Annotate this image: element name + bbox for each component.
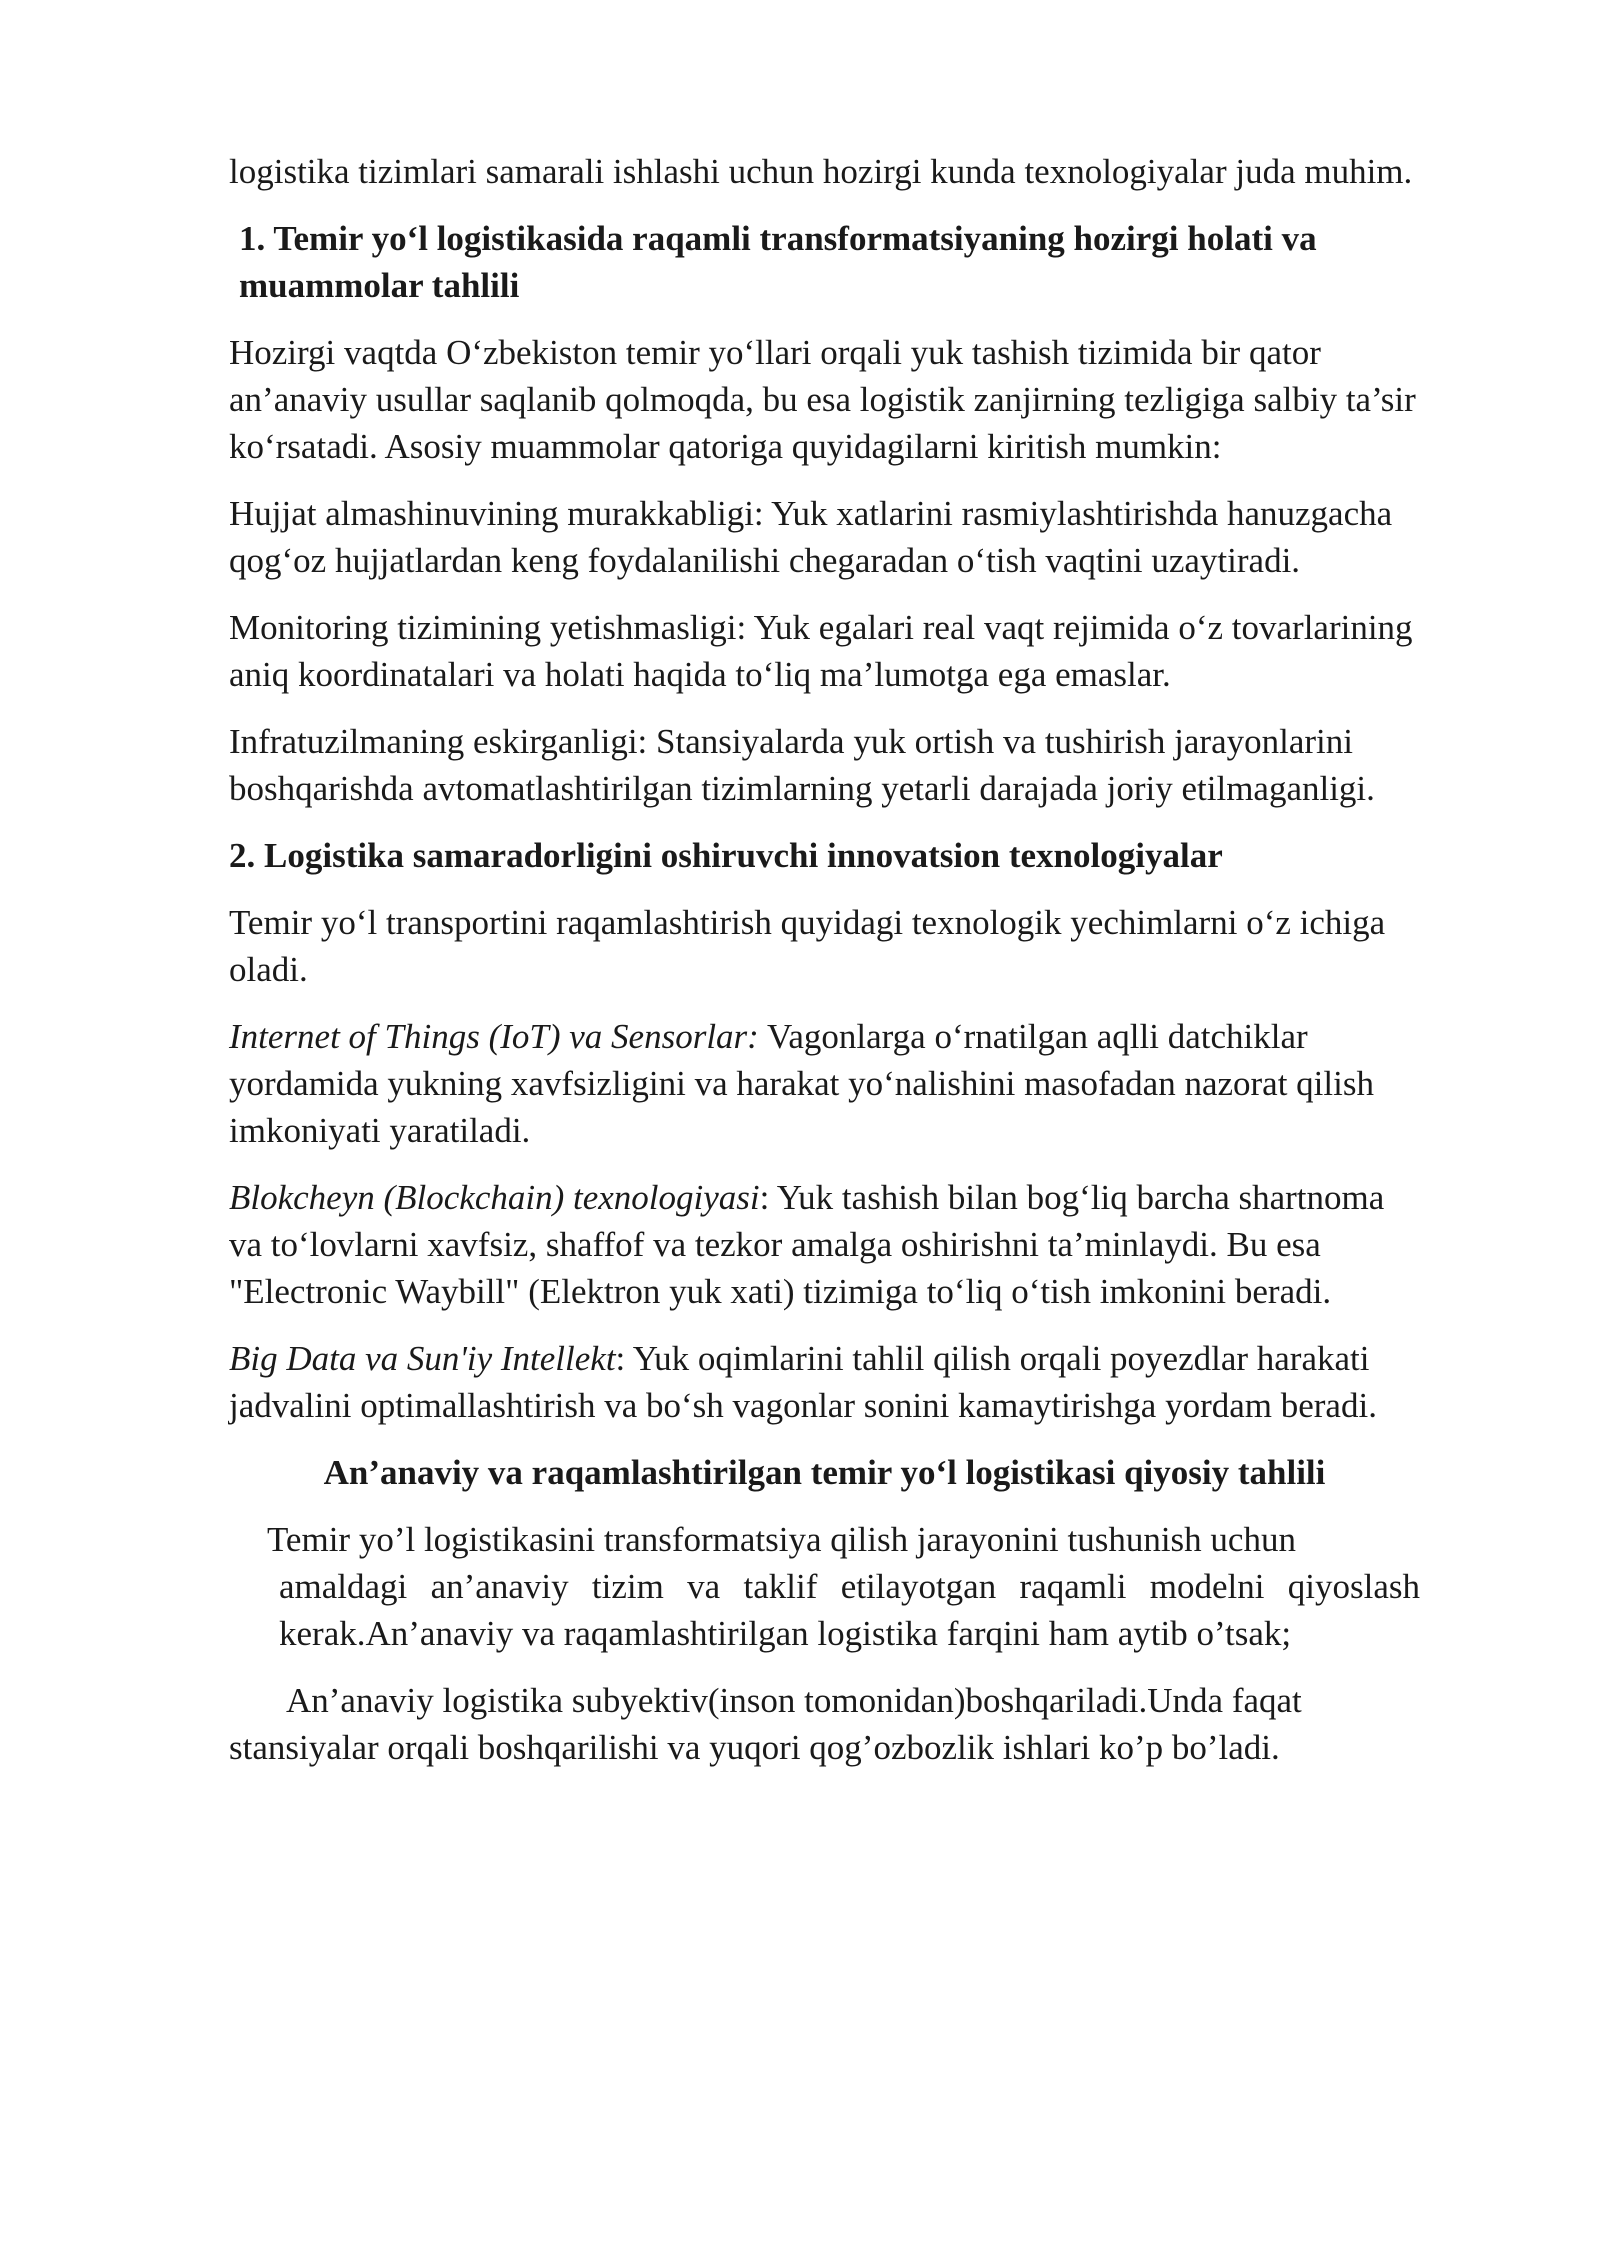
heading-section-2: 2. Logistika samaradorligini oshiruvchi innovatsion texnologiyalar xyxy=(229,836,1223,875)
heading-section-1: 1. Temir yo‘l logistikasida raqamli transformatsiyaning hozirgi holati va muammolar tahlili xyxy=(239,219,1317,305)
paragraph-iot xyxy=(229,1013,1420,1154)
paragraph-comparison-line1: Temir yo’l logistikasini transformatsiya qilish jarayonini tushunish uchun xyxy=(267,1520,1296,1559)
paragraph-blockchain xyxy=(229,1174,1420,1315)
term-blockchain: Blokcheyn (Blockchain) texnologiyasi xyxy=(229,1178,760,1217)
paragraph-infrastructure-problem: Infratuzilmaning eskirganligi: Stansiyalarda yuk ortish va tushirish jarayonlarini boshqarishda avtomatlashtirilgan tizimlarning yetarli darajada joriy etilmaganligi. xyxy=(229,722,1375,808)
term-iot: Internet of Things (IoT) va Sensorlar: xyxy=(229,1017,759,1056)
paragraph-digitalization: Temir yo‘l transportini raqamlashtirish quyidagi texnologik yechimlarni o‘z ichiga oladi. xyxy=(229,903,1386,989)
paragraph-comparison-rest: amaldagi an’anaviy tizim va taklif etilayotgan raqamli modelni qiyoslash kerak.An’anaviy va raqamlashtirilgan logistika farqini ham aytib o’tsak; xyxy=(279,1567,1420,1653)
term-bigdata: Big Data va Sun'iy Intellekt xyxy=(229,1339,616,1378)
paragraph-current-state: Hozirgi vaqtda O‘zbekiston temir yo‘llari orqali yuk tashish tizimida bir qator an’anaviy usullar saqlanib qolmoqda, bu esa logistik zanjirning tezligiga salbiy ta’sir ko‘rsatadi. Asosiy muammolar qatoriga quyidagilarni kiritish mumkin: xyxy=(229,333,1416,466)
text-blockchain: : Yuk tashish bilan bog‘liq barcha shartnoma va to‘lovlarni xavfsiz, shaffof va tezkor amalga oshirishni ta’minlaydi. Bu esa "Electronic Waybill" (Elektron yuk xati) tizimiga to‘liq o‘tish imkonini beradi. xyxy=(229,1178,1385,1311)
paragraph-documents-problem: Hujjat almashinuvining murakkabligi: Yuk xatlarini rasmiylashtirishda hanuzgacha qog‘oz hujjatlardan keng foydalanilishi chegaradan o‘tish vaqtini uzaytiradi. xyxy=(229,494,1393,580)
paragraph-comparison xyxy=(229,1516,1420,1657)
paragraph-monitoring-problem: Monitoring tizimining yetishmasligi: Yuk egalari real vaqt rejimida o‘z tovarlarining aniq koordinatalari va holati haqida to‘liq ma’lumotga ega emaslar. xyxy=(229,608,1413,694)
paragraph-traditional-logistics: An’anaviy logistika subyektiv(inson tomonidan)boshqariladi.Unda faqat stansiyalar orqali boshqarilishi va yuqori qog’ozbozlik ishlari ko’p bo’ladi. xyxy=(229,1681,1302,1767)
text-bigdata: : Yuk oqimlarini tahlil qilish orqali poyezdlar harakati jadvalini optimallashtirish va bo‘sh vagonlar sonini kamaytirishga yordam beradi. xyxy=(229,1339,1377,1425)
paragraph-bigdata xyxy=(229,1335,1420,1429)
heading-comparison: An’anaviy va raqamlashtirilgan temir yo‘l logistikasi qiyosiy tahlili xyxy=(323,1453,1326,1492)
paragraph-intro: logistika tizimlari samarali ishlashi uchun hozirgi kunda texnologiyalar juda muhim. xyxy=(229,152,1413,191)
text-iot: Vagonlarga o‘rnatilgan aqlli datchiklar yordamida yukning xavfsizligini va harakat yo‘nalishini masofadan nazorat qilish imkoniyati yaratiladi. xyxy=(229,1017,1374,1150)
